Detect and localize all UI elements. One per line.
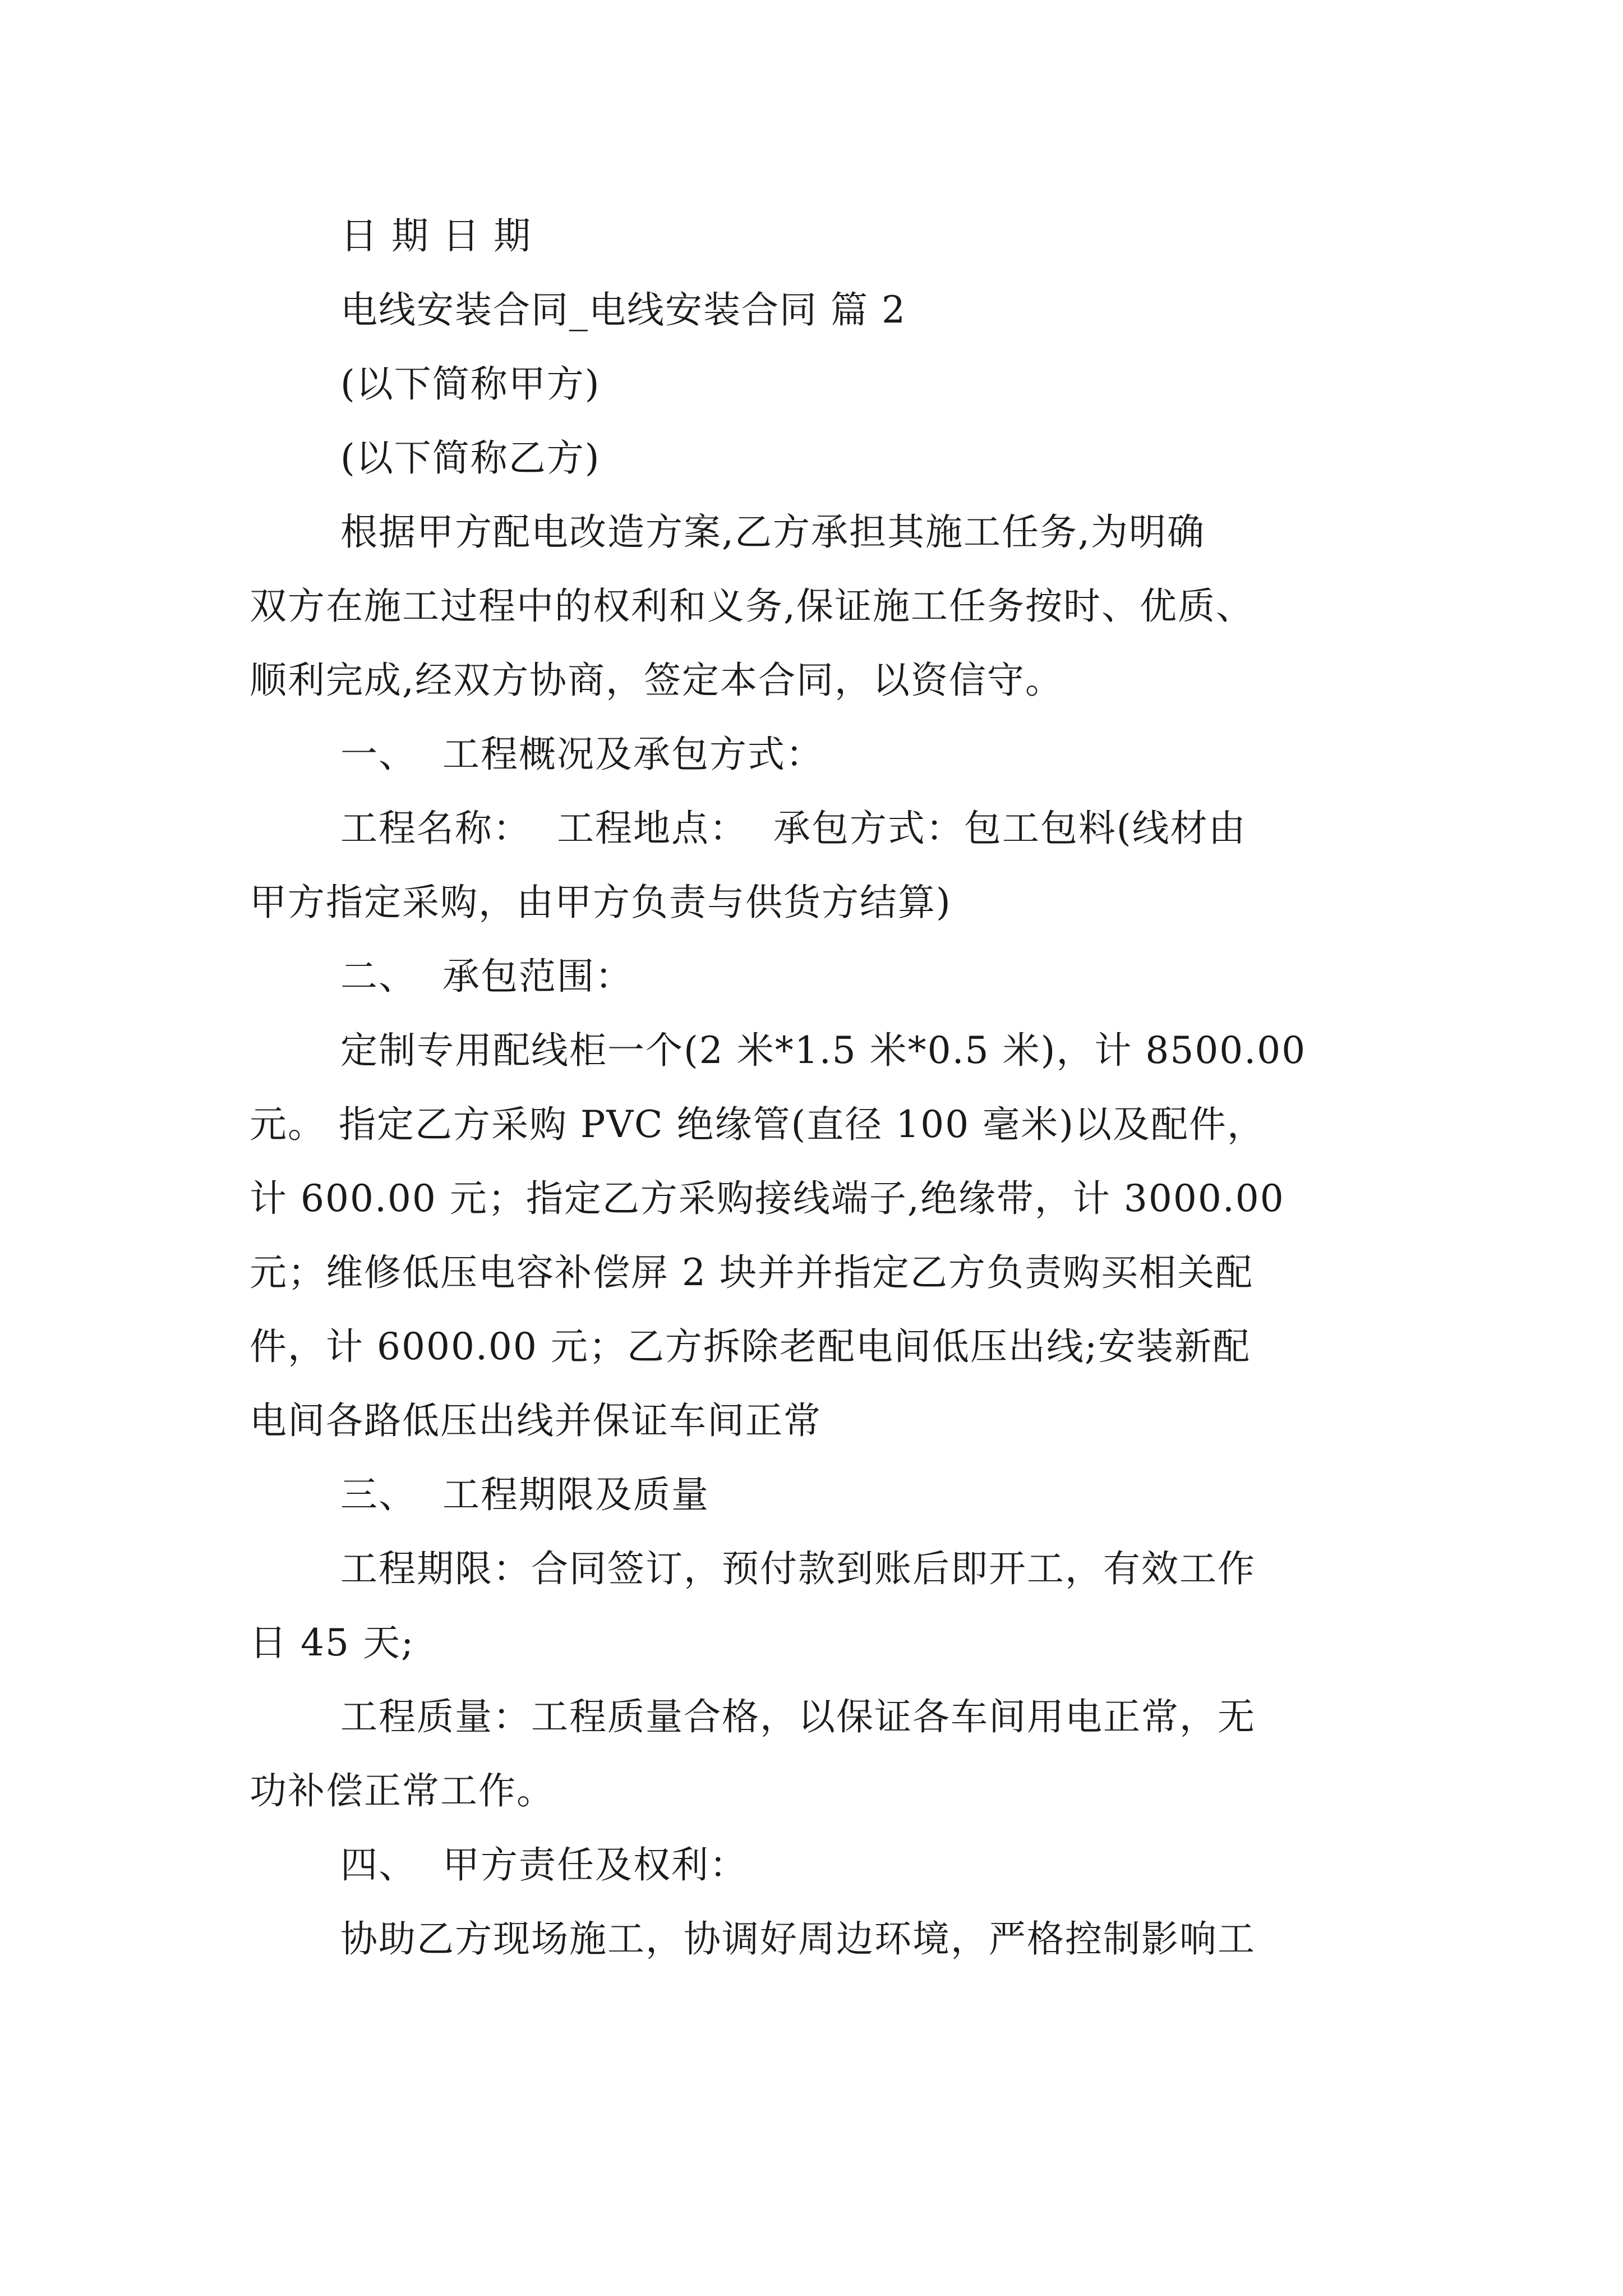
date-line: 日 期 日 期 [340,214,532,257]
section-heading-text: 一、 工程概况及承包方式： [340,733,824,776]
section-heading-text: 二、 承包范围： [340,955,633,998]
paragraph-line: 功补偿正常工作。 [250,1769,555,1812]
paragraph-line: 工程期限：合同签订，预付款到账后即开工，有效工作 [340,1547,1256,1590]
paragraph-line: 根据甲方配电改造方案,乙方承担其施工任务,为明确 [340,510,1205,554]
document-title: 电线安装合同_电线安装合同 篇 2 [340,288,906,332]
paragraph-intro [250,495,1388,717]
paragraph-project-info [250,792,1388,940]
section-heading-text: 四、 甲方责任及权利： [340,1843,748,1887]
paragraph-duration [250,1532,1388,1680]
paragraph-line: 甲方指定采购，由甲方负责与供货方结算) [250,881,952,924]
paragraph-quality [250,1680,1388,1828]
paragraph-line: 元；维修低压电容补偿屏 2 块并并指定乙方负责购买相关配 [250,1251,1253,1294]
section-heading-3 [250,1458,1388,1532]
paragraph-line: 电间各路低压出线并保证车间正常 [250,1399,822,1442]
paragraph-line: 定制专用配线柜一个(2 米*1.5 米*0.5 米)，计 8500.00 [340,1029,1307,1072]
party-a-line: (以下简称甲方) [340,362,601,406]
section-heading-2 [250,940,1388,1014]
paragraph-line: 元。 指定乙方采购 PVC 绝缘管(直径 100 毫米)以及配件， [250,1103,1265,1146]
section-heading-1 [250,717,1388,792]
paragraph-party-a-duties [250,1902,1388,1976]
paragraph-line: 日 45 天; [250,1621,415,1664]
paragraph-line: 工程质量：工程质量合格，以保证各车间用电正常，无 [340,1695,1256,1738]
paragraph-scope [250,1014,1388,1458]
paragraph-line: 顺利完成,经双方协商，签定本合同，以资信守。 [250,659,1063,702]
paragraph-line: 件，计 6000.00 元；乙方拆除老配电间低压出线;安装新配 [250,1325,1251,1368]
paragraph-line: 双方在施工过程中的权利和义务,保证施工任务按时、优质、 [250,585,1254,628]
section-heading-text: 三、 工程期限及质量 [340,1473,709,1516]
document-body [250,199,1388,1976]
party-b-line: (以下简称乙方) [340,436,601,480]
paragraph-line: 计 600.00 元；指定乙方采购接线端子,绝缘带，计 3000.00 [250,1177,1285,1220]
section-heading-4 [250,1828,1388,1902]
paragraph-line: 协助乙方现场施工，协调好周边环境，严格控制影响工 [340,1917,1256,1961]
paragraph-line: 工程名称： 工程地点： 承包方式：包工包料(线材由 [340,807,1247,850]
